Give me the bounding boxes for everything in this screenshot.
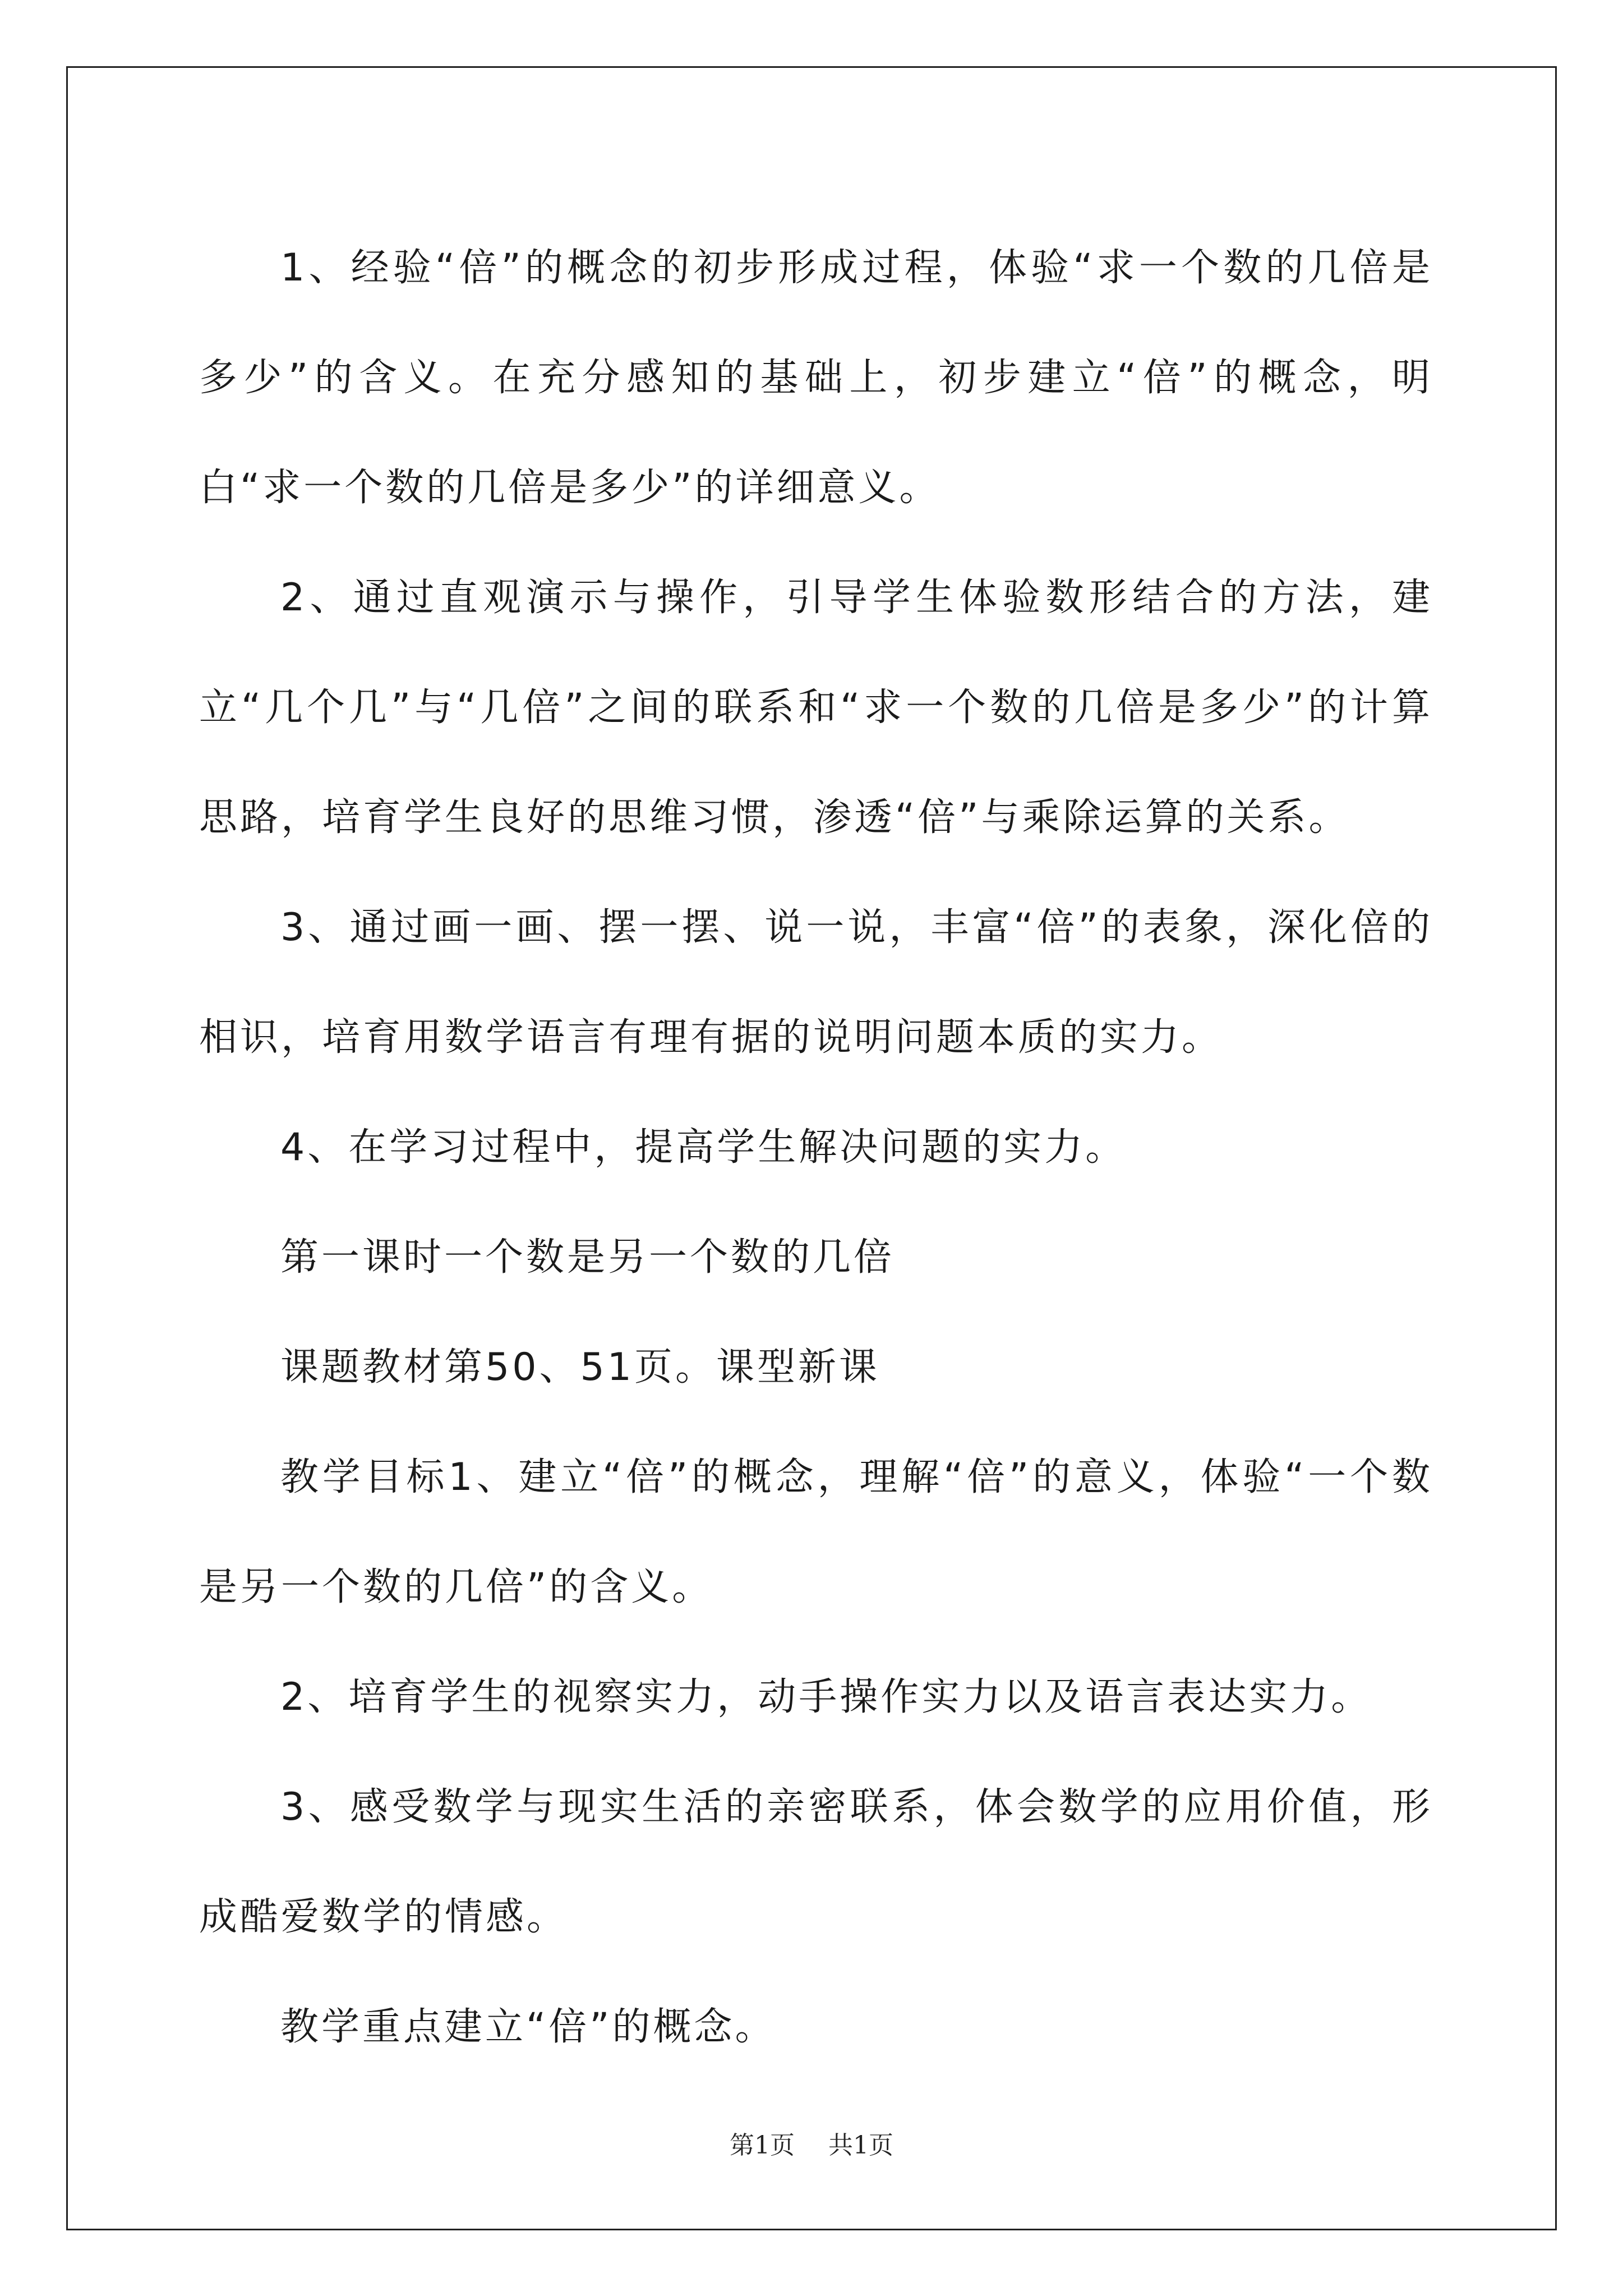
page-number: 第1页 <box>730 2131 795 2160</box>
lesson-topic: 课题教材第50、51页。课型新课 <box>280 1345 880 1389</box>
paragraph-objective-1: 1、经验“倍”的概念的初步形成过程，体验“求一个数的几倍是多少”的含义。在充分感知的基础上，初步建立“倍”的概念，明白“求一个数的几倍是多少”的详细意义。 <box>199 246 1433 510</box>
paragraph-objective-2: 2、通过直观演示与操作，引导学生体验数形结合的方法，建立“几个几”与“几倍”之间的联系和“求一个数的几倍是多少”的计算思路，培育学生良好的思维习惯，渗透“倍”与乘除运算的关系。 <box>199 576 1433 840</box>
teaching-goal-3: 3、感受数学与现实生活的亲密联系，体会数学的应用价值，形成酷爱数学的情感。 <box>199 1785 1433 1939</box>
page-footer <box>0 2125 1623 2161</box>
page-total: 共1页 <box>828 2131 893 2160</box>
lesson-title: 第一课时一个数是另一个数的几倍 <box>280 1235 895 1280</box>
teaching-focus: 教学重点建立“倍”的概念。 <box>280 2005 776 2049</box>
teaching-goal-2: 2、培育学生的视察实力，动手操作实力以及语言表达实力。 <box>280 1675 1372 1719</box>
paragraph-objective-4: 4、在学习过程中，提高学生解决问题的实力。 <box>280 1125 1127 1170</box>
document-body <box>199 213 1433 2082</box>
paragraph-objective-3: 3、通过画一画、摆一摆、说一说，丰富“倍”的表象，深化倍的相识，培育用数学语言有理有据的说明问题本质的实力。 <box>199 905 1433 1060</box>
teaching-goal-1: 教学目标1、建立“倍”的概念，理解“倍”的意义，体验“一个数是另一个数的几倍”的含义。 <box>199 1455 1433 1609</box>
